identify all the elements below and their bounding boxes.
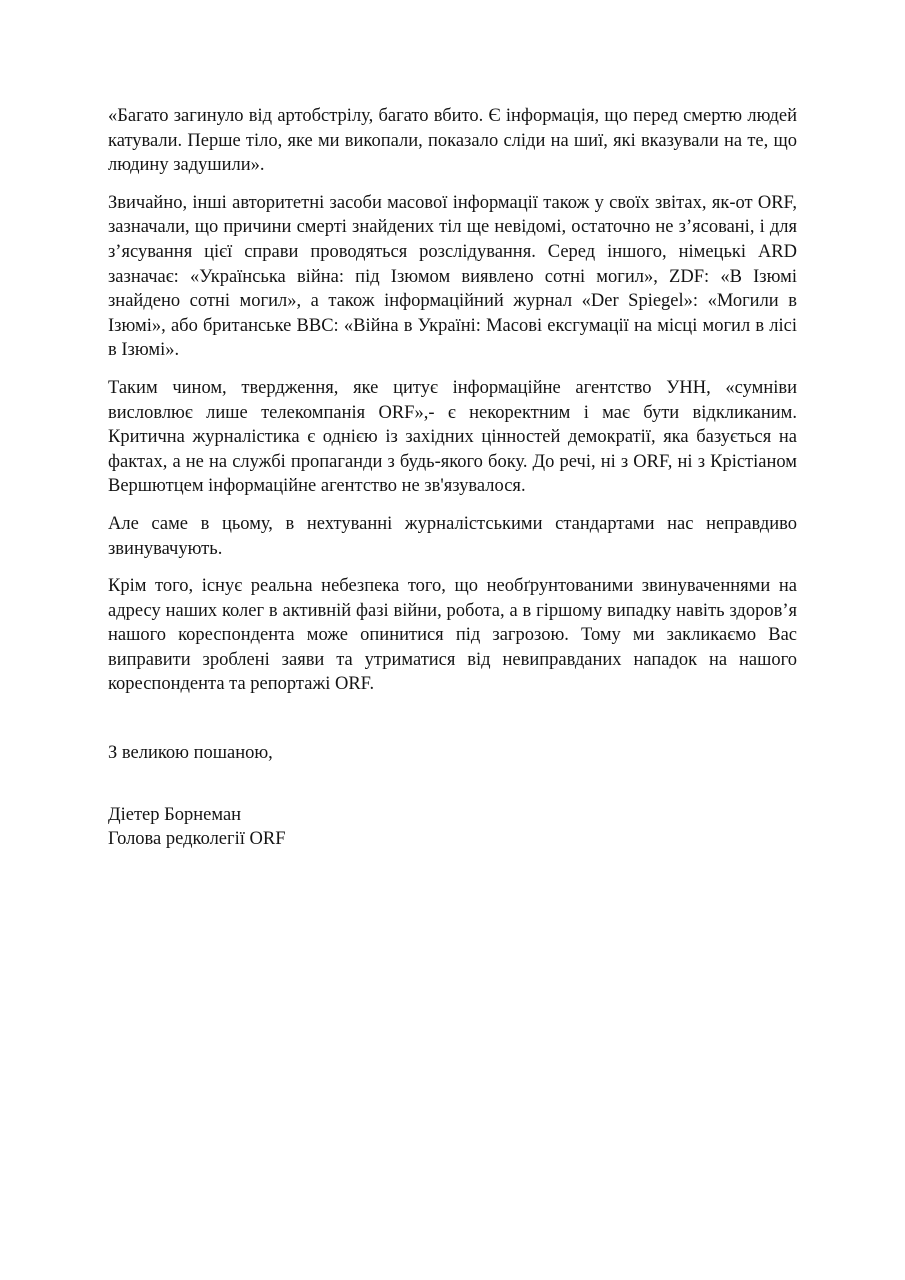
- paragraph-other-media-reports: Звичайно, інші авторитетні засоби масової інформації також у своїх звітах, як-от ORF, зазначали, що причини смерті знайдених тіл ще невідомі, остаточно не з’ясовані, і для з’ясування цієї справи проводяться розслідування. Серед іншого, німецькі ARD зазначає: «Українська війна: під Ізюмом виявлено сотні могил», ZDF: «В Ізюмі знайдено сотні могил», а також інформаційний журнал «Der Spiegel»: «Могили в Ізюмі», або британське BBC: «Війна в Україні: Масові ексгумації на місці могил в лісі в Ізюмі».: [108, 192, 797, 361]
- closing-salutation: З великою пошаною,: [108, 743, 273, 764]
- letter-body: [108, 104, 797, 852]
- paragraph-false-accusation: Але саме в цьому, в нехтуванні журналістськими стандартами нас неправдиво звинувачують.: [108, 513, 797, 559]
- paragraph-statement-incorrect: Таким чином, твердження, яке цитує інформаційне агентство УНН, «сумніви висловлює лише телекомпанія ORF»,- є некоректним і має бути відкликаним. Критична журналістика є однією із західних цінностей демократії, яка базується на фактах, а не на службі пропаганди з будь-якого боку. До речі, ні з ORF, ні з Крістіаном Вершютцем інформаційне агентство не зв'язувалося.: [108, 377, 797, 497]
- signature-name: Діетер Борнеман: [108, 804, 242, 825]
- paragraph-call-to-correct: Крім того, існує реальна небезпека того, що необґрунтованими звинуваченнями на адресу наших колег в активній фазі війни, робота, а в гіршому випадку навіть здоров’я нашого кореспондента може опинитися під загрозою. Тому ми закликаємо Вас виправити зроблені заяви та утриматися від невиправданих нападок на нашого кореспондента та репортажі ORF.: [108, 576, 797, 695]
- signature-title: Голова редколегії ORF: [108, 829, 286, 850]
- paragraph-quote-exhumation: «Багато загинуло від артобстрілу, багато вбито. Є інформація, що перед смертю людей катували. Перше тіло, яке ми викопали, показало сліди на шиї, які вказували на те, що людину задушили».: [108, 106, 797, 176]
